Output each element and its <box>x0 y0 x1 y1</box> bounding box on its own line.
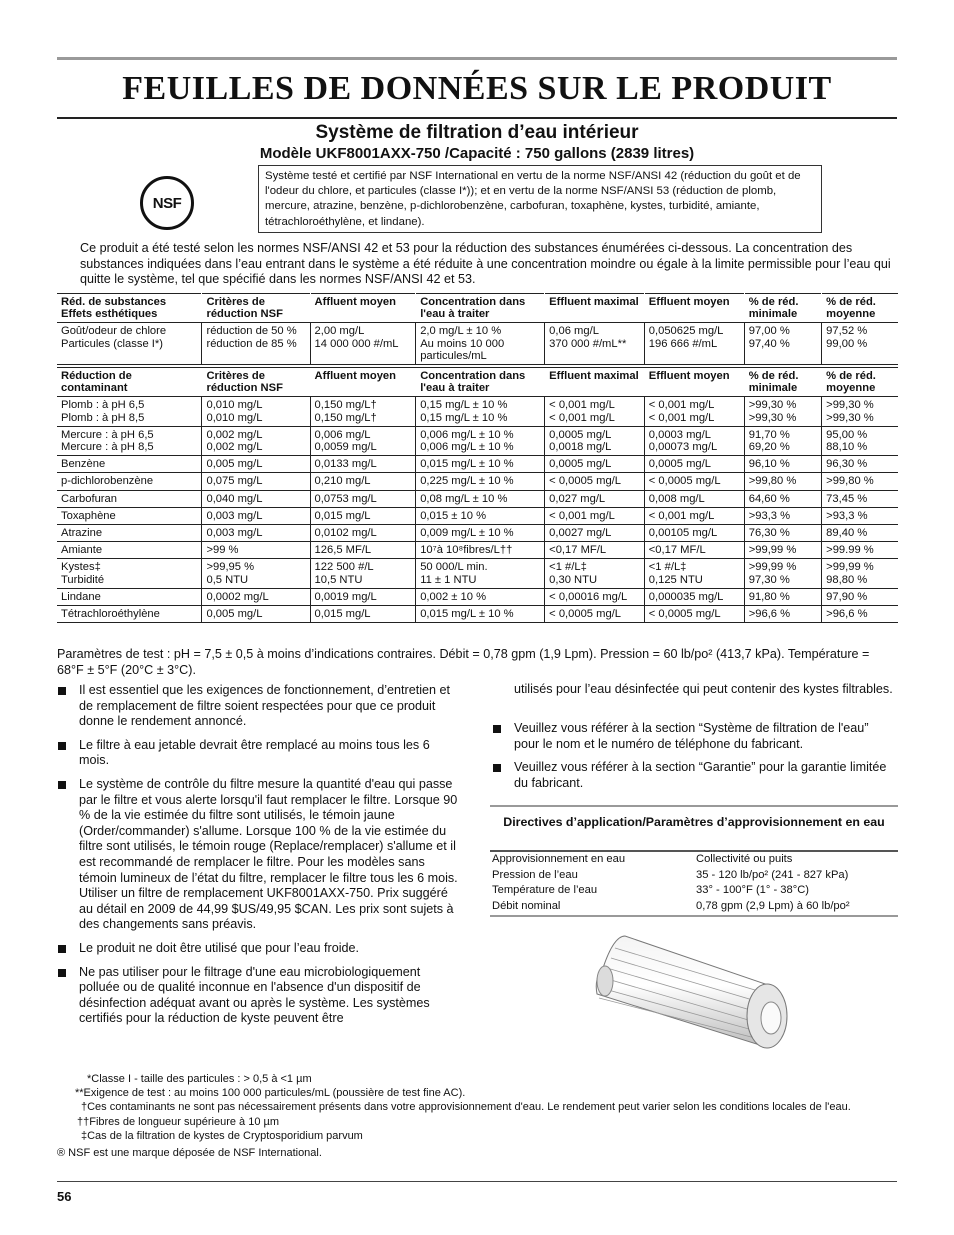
directive-label: Débit nominal <box>492 899 561 912</box>
table-cell: 0,003 mg/L <box>202 507 310 524</box>
directives-top-rule <box>490 805 898 807</box>
table-header-row-aesthetic <box>57 294 898 323</box>
table-cell: 50 000/L min. 11 ± 1 NTU <box>416 559 545 588</box>
table-cell: 73,45 % <box>822 490 898 507</box>
footnote: ® NSF est une marque déposée de NSF International. <box>57 1147 322 1160</box>
table-cell: Toxaphène <box>57 507 202 524</box>
table-cell: 89,40 % <box>822 525 898 542</box>
table-cell: 0,075 mg/L <box>202 473 310 490</box>
table-cell: 122 500 #/L 10,5 NTU <box>310 559 416 588</box>
table-cell: >99,99 % 98,80 % <box>822 559 898 588</box>
column-header: Critères de réduction NSF <box>202 368 310 397</box>
table-cell: < 0,0005 mg/L <box>644 606 744 623</box>
performance-data-table <box>57 293 898 623</box>
directives-bottom-rule <box>490 915 898 917</box>
column-header: % de réd. moyenne <box>822 294 898 323</box>
footnotes <box>57 1072 897 1160</box>
footnote: *Classe I - taille des particules : > 0,5 à <1 µm <box>87 1073 312 1085</box>
table-cell: >93,3 % <box>744 507 821 524</box>
table-cell: 0,015 mg/L <box>310 507 416 524</box>
model-title: Modèle UKF8001AXX-750 /Capacité : 750 gallons (2839 litres) <box>259 145 695 162</box>
table-cell: 0,225 mg/L ± 10 % <box>416 473 545 490</box>
table-cell: >99,95 % 0,5 NTU <box>202 559 310 588</box>
table-cell: 0,015 mg/L ± 10 % <box>416 456 545 473</box>
bullet-text: Veuillez vous référer à la section “Système de filtration de l'eau” pour le nom et le numéro de téléphone du fabricant. <box>514 721 869 751</box>
table-cell: < 0,00016 mg/L <box>545 588 645 605</box>
table-row <box>57 473 898 490</box>
directive-value: 33° - 100°F (1° - 38°C) <box>696 884 810 897</box>
footnote: †Ces contaminants ne sont pas nécessairement présents dans votre approvisionnement d'eau. Le rendement peut varier selon les conditions locales de l'eau. <box>81 1101 851 1114</box>
bullet-item <box>492 760 896 791</box>
table-row <box>57 323 898 365</box>
table-row <box>57 559 898 588</box>
table-cell: 0,0002 mg/L <box>202 588 310 605</box>
table-cell: 0,003 mg/L <box>202 525 310 542</box>
column-header: Réd. de substances Effets esthétiques <box>57 294 202 323</box>
table-header-row-contaminant <box>57 368 898 397</box>
table-row <box>57 588 898 605</box>
column-header: Effluent maximal <box>545 368 645 397</box>
bullet-square-icon <box>58 969 66 977</box>
column-header: % de réd. minimale <box>744 294 821 323</box>
table-cell: 0,010 mg/L 0,010 mg/L <box>202 397 310 426</box>
table-cell: <1 #/L‡ 0,30 NTU <box>545 559 645 588</box>
table-cell: Amiante <box>57 542 202 559</box>
footnote: **Exigence de test : au moins 100 000 particules/mL (poussière de test fine AC). <box>75 1087 466 1100</box>
table-row <box>57 606 898 623</box>
table-cell: 0,0003 mg/L 0,00073 mg/L <box>644 426 744 455</box>
bottom-rule <box>57 1181 897 1182</box>
table-cell: < 0,001 mg/L <box>644 507 744 524</box>
column-header: Affluent moyen <box>310 368 416 397</box>
table-cell: 0,006 mg/L ± 10 % 0,006 mg/L ± 10 % <box>416 426 545 455</box>
table-cell: >99,80 % <box>822 473 898 490</box>
table-cell: 97,00 % 97,40 % <box>744 323 821 365</box>
table-row <box>57 507 898 524</box>
bullet-text: Ne pas utiliser pour le filtrage d'une eau microbiologiquement polluée ou de qualité inconnue en l'absence d'un dispositif de désinfection adéquat avant ou après le système. Les systèmes certifiés pour la réduction de kyste peuvent être <box>79 964 430 1026</box>
table-cell: >96,6 % <box>822 606 898 623</box>
table-cell: >93,3 % <box>822 507 898 524</box>
directive-label: Approvisionnement en eau <box>492 853 626 865</box>
table-cell: 0,150 mg/L† 0,150 mg/L† <box>310 397 416 426</box>
table-cell: < 0,001 mg/L < 0,001 mg/L <box>644 397 744 426</box>
column-header: Effluent maximal <box>545 294 645 323</box>
bullet-list-right <box>492 721 896 799</box>
table-cell: 64,60 % <box>744 490 821 507</box>
table-cell: < 0,001 mg/L < 0,001 mg/L <box>545 397 645 426</box>
column-header: Effluent moyen <box>644 294 744 323</box>
directive-label: Température de l’eau <box>492 884 598 897</box>
table-cell: 0,08 mg/L ± 10 % <box>416 490 545 507</box>
table-cell: 0,015 ± 10 % <box>416 507 545 524</box>
bullet-square-icon <box>58 781 66 789</box>
page-title: FEUILLES DE DONNÉES SUR LE PRODUIT <box>122 70 832 107</box>
nsf-logo-icon <box>140 176 194 230</box>
table-cell: 0,002 ± 10 % <box>416 588 545 605</box>
column-header: Concentration dans l'eau à traiter <box>416 368 545 397</box>
table-cell: 0,0133 mg/L <box>310 456 416 473</box>
bullet-item <box>57 777 462 933</box>
bullet-square-icon <box>493 764 501 772</box>
table-cell: Atrazine <box>57 525 202 542</box>
top-rule <box>57 57 897 60</box>
table-cell: Carbofuran <box>57 490 202 507</box>
table-cell: 0,005 mg/L <box>202 606 310 623</box>
table-cell: 96,10 % <box>744 456 821 473</box>
table-cell: >99,80 % <box>744 473 821 490</box>
directive-value: Collectivité ou puits <box>696 853 793 865</box>
table-cell: >96,6 % <box>744 606 821 623</box>
table-cell: 0,015 mg/L ± 10 % <box>416 606 545 623</box>
column-header: Concentration dans l'eau à traiter <box>416 294 545 323</box>
table-cell: 0,027 mg/L <box>545 490 645 507</box>
bullet-text: Le produit ne doit être utilisé que pour l’eau froide. <box>79 940 360 955</box>
table-cell: < 0,0005 mg/L <box>545 606 645 623</box>
bullet-text: Il est essentiel que les exigences de fonctionnement, d’entretien et de remplacement de filtre soient respectées pour que ce produit donne le rendement annoncé. <box>79 683 451 729</box>
table-cell: Tétrachloroéthylène <box>57 606 202 623</box>
bullet-item <box>57 965 462 1027</box>
column-header: % de réd. moyenne <box>822 368 898 397</box>
table-cell: 0,0753 mg/L <box>310 490 416 507</box>
table-cell: 0,006 mg/L 0,0059 mg/L <box>310 426 416 455</box>
directives-row <box>490 883 898 899</box>
directives-table <box>490 852 898 914</box>
directives-row <box>490 852 898 868</box>
bullet-item <box>57 941 462 957</box>
table-cell: 0,0005 mg/L <box>644 456 744 473</box>
table-cell: Plomb : à pH 6,5 Plomb : à pH 8,5 <box>57 397 202 426</box>
table-cell: 0,015 mg/L <box>310 606 416 623</box>
page-number: 56 <box>57 1189 72 1204</box>
table-cell: >99,30 % >99,30 % <box>822 397 898 426</box>
table-cell: 95,00 % 88,10 % <box>822 426 898 455</box>
table-cell: 10⁷à 10⁸fibres/L†† <box>416 542 545 559</box>
column-header: % de réd. minimale <box>744 368 821 397</box>
bullet-square-icon <box>493 725 501 733</box>
table-cell: >99,99 % 97,30 % <box>744 559 821 588</box>
table-cell: réduction de 50 % réduction de 85 % <box>202 323 310 365</box>
table-cell: Goût/odeur de chlore Particules (classe I*) <box>57 323 202 365</box>
table-cell: 0,050625 mg/L 196 666 #/mL <box>644 323 744 365</box>
table-cell: 76,30 % <box>744 525 821 542</box>
table-cell: 0,0005 mg/L <box>545 456 645 473</box>
column-header: Effluent moyen <box>644 368 744 397</box>
table-cell: 0,008 mg/L <box>644 490 744 507</box>
table-cell: >99 % <box>202 542 310 559</box>
bullet-square-icon <box>58 687 66 695</box>
bullet-item <box>57 683 462 730</box>
column-header: Affluent moyen <box>310 294 416 323</box>
table-cell: <0,17 MF/L <box>545 542 645 559</box>
table-row <box>57 490 898 507</box>
directives-row <box>490 868 898 884</box>
table-cell: < 0,0005 mg/L <box>644 473 744 490</box>
table-cell: 91,80 % <box>744 588 821 605</box>
nsf-certification-box: Système testé et certifié par NSF International en vertu de la norme NSF/ANSI 42 (réduction du goût et de l'odeur du chlore, et particules (classe I*)); et en vertu de la norme NSF/ANSI 53 (réduction de plomb, mercure, atrazine, benzène, p-dichlorobenzène, carbofuran, toxaphène, kystes, turbidité, amiante, tétrachloroéthylène, et lindane). <box>258 165 822 233</box>
table-cell: 0,0027 mg/L <box>545 525 645 542</box>
table-cell: 97,90 % <box>822 588 898 605</box>
bullet-square-icon <box>58 742 66 750</box>
footnote: ††Fibres de longueur supérieure à 10 µm <box>77 1115 280 1128</box>
title-rule <box>57 117 897 119</box>
intro-paragraph: Ce produit a été testé selon les normes NSF/ANSI 42 et 53 pour la réduction des substances énumérées ci-dessous. La concentration des substances indiquées dans l’eau entrant dans le système a été réduite à une concentration moindre ou égale à la limite permissible pour l’eau qui quitte le système, tel que spécifié dans les normes NSF/ANSI 42 et 53. <box>80 241 891 286</box>
table-cell: 0,009 mg/L ± 10 % <box>416 525 545 542</box>
column-header: Réduction de contaminant <box>57 368 202 397</box>
bullet-text: Veuillez vous référer à la section “Garantie” pour la garantie limitée du fabricant. <box>514 760 887 790</box>
table-cell: 96,30 % <box>822 456 898 473</box>
directive-value: 35 - 120 lb/po² (241 - 827 kPa) <box>696 868 849 881</box>
table-row <box>57 542 898 559</box>
table-cell: 91,70 % 69,20 % <box>744 426 821 455</box>
table-row <box>57 525 898 542</box>
table-cell: 0,0102 mg/L <box>310 525 416 542</box>
table-cell: < 0,001 mg/L <box>545 507 645 524</box>
table-cell: 0,040 mg/L <box>202 490 310 507</box>
table-cell: >99.99 % <box>822 542 898 559</box>
table-cell: 2,00 mg/L 14 000 000 #/mL <box>310 323 416 365</box>
bullet-square-icon <box>58 945 66 953</box>
table-cell: <0,17 MF/L <box>644 542 744 559</box>
table-cell: 0,0005 mg/L 0,0018 mg/L <box>545 426 645 455</box>
table-cell: 97,52 % 99,00 % <box>822 323 898 365</box>
water-filter-cartridge-image <box>585 928 800 1050</box>
table-cell: 0,0019 mg/L <box>310 588 416 605</box>
table-row <box>57 397 898 426</box>
table-cell: Benzène <box>57 456 202 473</box>
table-cell: <1 #/L‡ 0,125 NTU <box>644 559 744 588</box>
table-cell: 0,00105 mg/L <box>644 525 744 542</box>
directive-label: Pression de l’eau <box>492 868 578 881</box>
system-title: Système de filtration d’eau intérieur <box>315 122 639 143</box>
table-cell: >99,30 % >99,30 % <box>744 397 821 426</box>
table-cell: Mercure : à pH 6,5 Mercure : à pH 8,5 <box>57 426 202 455</box>
table-cell: 2,0 mg/L ± 10 % Au moins 10 000 particules/mL <box>416 323 545 365</box>
table-cell: 126,5 MF/L <box>310 542 416 559</box>
table-row <box>57 456 898 473</box>
table-row <box>57 426 898 455</box>
bullet-text: Le système de contrôle du filtre mesure la quantité d'eau qui passe par le filtre et vous alerte lorsqu'il faut remplacer le filtre. Lorsque 90 % de la vie estimée du filtre sont utilisés, le témoin jaune (Order/commander) s'allume. Lorsque 100 % de la vie estimée du filtre sont utilisés, le témoin rouge (Replace/remplacer) s'allume et il est recommandé de remplacer le filtre. Pour les modèles sans témoin lumineux de l’état du filtre, remplacer le filtre tous les 6 mois. Utiliser un filtre de remplacement UKF8001AXX-750. Prix suggéré au détail en 2009 de 44,99 $US/49,95 $CAN. Les prix sont sujets à des changements sans préavis. <box>79 776 458 932</box>
column-header: Critères de réduction NSF <box>202 294 310 323</box>
test-parameters: Paramètres de test : pH = 7,5 ± 0,5 à moins d’indications contraires. Débit = 0,78 gpm (1,9 Lpm). Pression = 60 lb/po² (413,7 kPa). Température = 68°F ± 5°F (20°C ± 3°C). <box>57 647 870 677</box>
table-cell: p-dichlorobenzène <box>57 473 202 490</box>
directives-title: Directives d’application/Paramètres d’approvisionnement en eau <box>503 815 885 829</box>
directive-value: 0,78 gpm (2,9 Lpm) à 60 lb/po² <box>696 899 850 912</box>
table-cell: 0,005 mg/L <box>202 456 310 473</box>
bullet-text: Le filtre à eau jetable devrait être remplacé au moins tous les 6 mois. <box>79 737 430 768</box>
bullet-item <box>492 721 896 752</box>
table-cell: Kystes‡ Turbidité <box>57 559 202 588</box>
nsf-logo-text: NSF <box>152 194 182 212</box>
table-cell: Lindane <box>57 588 202 605</box>
table-cell: 0,002 mg/L 0,002 mg/L <box>202 426 310 455</box>
directives-row <box>490 899 898 915</box>
bullet-item <box>57 738 462 769</box>
footnote: ‡Cas de la filtration de kystes de Cryptosporidium parvum <box>81 1129 363 1142</box>
table-cell: < 0,0005 mg/L <box>545 473 645 490</box>
table-cell: >99,99 % <box>744 542 821 559</box>
table-cell: 0,000035 mg/L <box>644 588 744 605</box>
bullet-list-left <box>57 683 462 1035</box>
table-cell: 0,06 mg/L 370 000 #/mL** <box>545 323 645 365</box>
bullet-continuation: utilisés pour l’eau désinfectée qui peut contenir des kystes filtrables. <box>514 682 893 696</box>
table-cell: 0,15 mg/L ± 10 % 0,15 mg/L ± 10 % <box>416 397 545 426</box>
table-cell: 0,210 mg/L <box>310 473 416 490</box>
